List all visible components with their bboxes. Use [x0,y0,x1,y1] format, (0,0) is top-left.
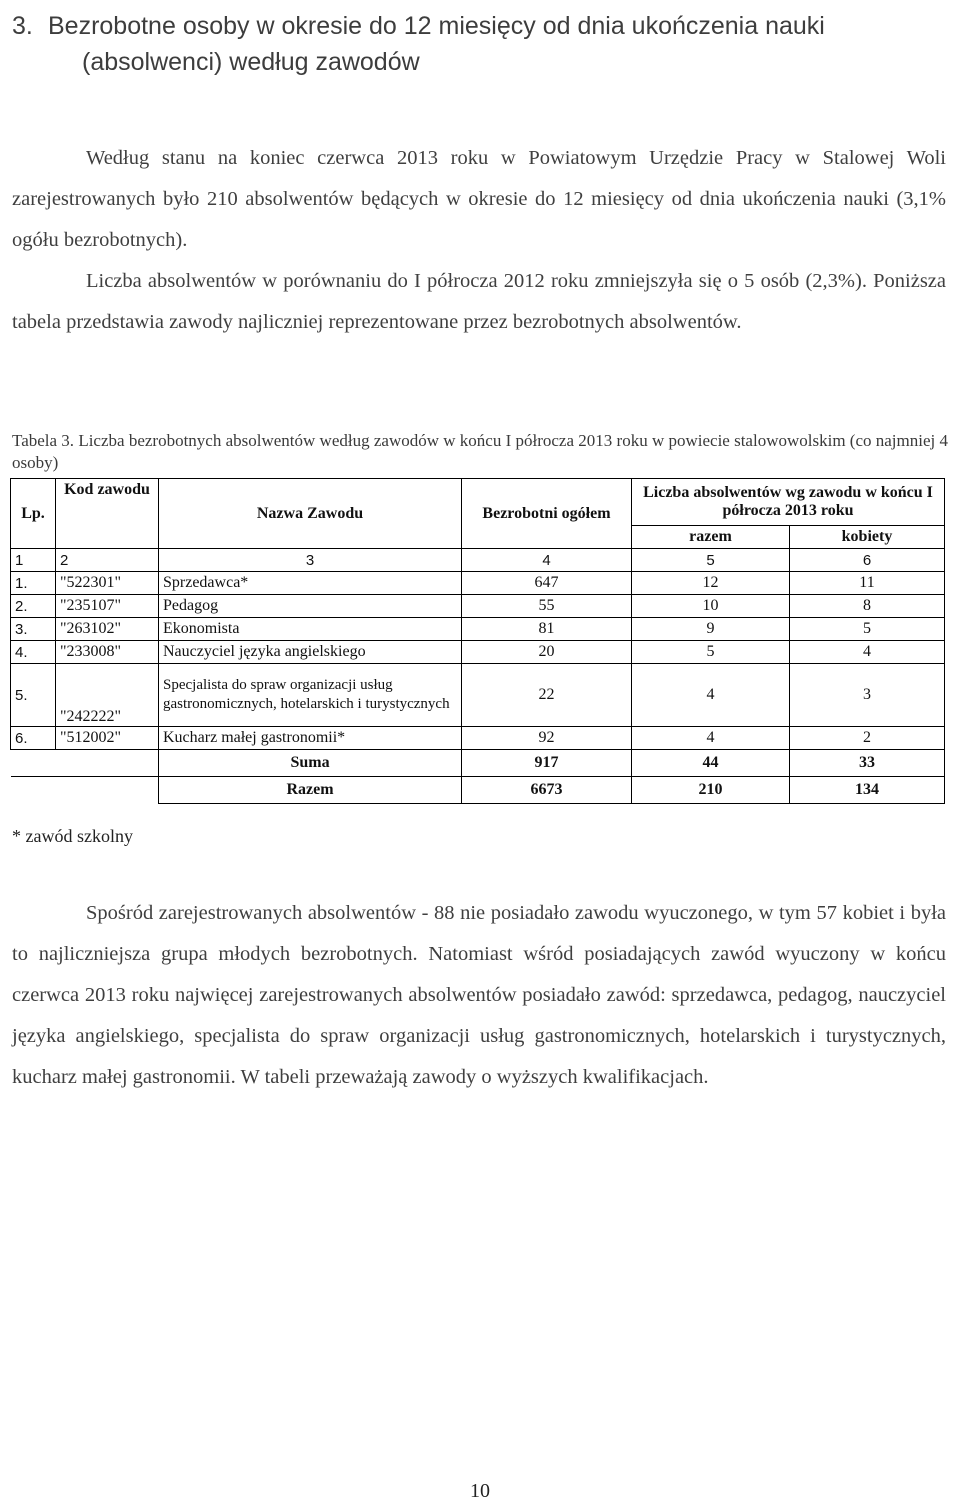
row-kod: "233008" [56,641,159,664]
razem-row [11,777,945,804]
row-lp: 1. [11,572,56,595]
header-nazwa: Nazwa Zawodu [159,479,462,549]
suma-ogolem: 917 [462,750,632,777]
row-razem: 9 [632,618,790,641]
row-razem: 12 [632,572,790,595]
row-razem: 4 [632,727,790,750]
row-lp: 2. [11,595,56,618]
razem-ogolem: 6673 [462,777,632,804]
intro-text-1: Według stanu na koniec czerwca 2013 roku w Powiatowym Urzędzie Pracy w Stalowej Woli zarejestrowanych było 210 absolwentów będących w okresie do 12 miesięcy od dnia ukończenia nauki (3,1% ogółu bezrobotnych). [12,147,946,251]
graduates-by-occupation-table [10,478,945,804]
col-number: 6 [790,549,945,572]
suma-label: Suma [159,750,462,777]
row-kobiety: 5 [790,618,945,641]
row-ogolem: 647 [462,572,632,595]
row-kod: "235107" [56,595,159,618]
row-ogolem: 92 [462,727,632,750]
header-lp: Lp. [11,479,56,549]
row-kod: "522301" [56,572,159,595]
row-nazwa: Nauczyciel języka angielskiego [159,641,462,664]
col-number: 5 [632,549,790,572]
closing-paragraph [12,893,946,1098]
row-kobiety: 4 [790,641,945,664]
table-row [11,595,945,618]
row-kobiety: 2 [790,727,945,750]
table-row [11,727,945,750]
row-lp: 3. [11,618,56,641]
row-ogolem: 81 [462,618,632,641]
column-number-row [11,549,945,572]
razem-label: Razem [159,777,462,804]
table-row [11,618,945,641]
table-footnote: * zawód szkolny [12,826,133,846]
razem-kobiety: 134 [790,777,945,804]
section-title-line-2: (absolwenci) według zawodów [82,48,420,76]
row-nazwa: Sprzedawca* [159,572,462,595]
col-number: 1 [11,549,56,572]
row-ogolem: 22 [462,664,632,727]
suma-kobiety: 33 [790,750,945,777]
row-razem: 5 [632,641,790,664]
table-row [11,641,945,664]
table-caption: Tabela 3. Liczba bezrobotnych absolwentów według zawodów w końcu I półrocza 2013 roku w powiecie stalowowolskim (co najmniej 4 osoby) [12,431,948,472]
page-number: 10 [470,1480,490,1502]
row-nazwa: Specjalista do spraw organizacji usług gastronomicznych, hotelarskich i turystycznych [159,664,462,727]
razem-razem: 210 [632,777,790,804]
row-kobiety: 3 [790,664,945,727]
intro-text-2: Liczba absolwentów w porównaniu do I półrocza 2012 roku zmniejszyła się o 5 osób (2,3%). Poniższa tabela przedstawia zawody najliczniej reprezentowane przez bezrobotnych absolwentów. [12,270,946,333]
row-kobiety: 8 [790,595,945,618]
suma-razem: 44 [632,750,790,777]
table-row [11,572,945,595]
header-razem: razem [632,526,790,549]
section-number: 3. [12,12,33,40]
header-bezrobotni: Bezrobotni ogółem [462,479,632,549]
closing-text: Spośród zarejestrowanych absolwentów - 88 nie posiadało zawodu wyuczonego, w tym 57 kobiet i była to najliczniejsza grupa młodych bezrobotnych. Natomiast wśród posiadających zawód wyuczony w końcu czerwca 2013 roku najwięcej zarejestrowanych absolwentów posiadało zawód: sprzedawca, pedagog, nauczyciel języka angielskiego, specjalista do spraw organizacji usług gastronomicznych, hotelarskich i turystycznych, kucharz małej gastronomii. W tabeli przeważają zawody o wyższych kwalifikacjach. [12,902,946,1088]
intro-paragraph-2 [12,261,946,343]
col-number: 3 [159,549,462,572]
row-ogolem: 20 [462,641,632,664]
header-liczba: Liczba absolwentów wg zawodu w końcu I półrocza 2013 roku [632,479,945,526]
row-nazwa: Ekonomista [159,618,462,641]
intro-paragraph-1 [12,138,946,261]
row-kod: "242222" [56,664,159,727]
row-lp: 5. [11,664,56,727]
row-razem: 4 [632,664,790,727]
row-kod: "263102" [56,618,159,641]
row-lp: 4. [11,641,56,664]
row-ogolem: 55 [462,595,632,618]
row-razem: 10 [632,595,790,618]
suma-row [11,750,945,777]
row-lp: 6. [11,727,56,750]
col-number: 2 [56,549,159,572]
table-row [11,664,945,727]
col-number: 4 [462,549,632,572]
section-title-line-1: Bezrobotne osoby w okresie do 12 miesięcy od dnia ukończenia nauki [48,12,825,40]
header-kod: Kod zawodu [56,479,159,549]
row-nazwa: Pedagog [159,595,462,618]
row-kobiety: 11 [790,572,945,595]
row-kod: "512002" [56,727,159,750]
header-kobiety: kobiety [790,526,945,549]
row-nazwa: Kucharz małej gastronomii* [159,727,462,750]
